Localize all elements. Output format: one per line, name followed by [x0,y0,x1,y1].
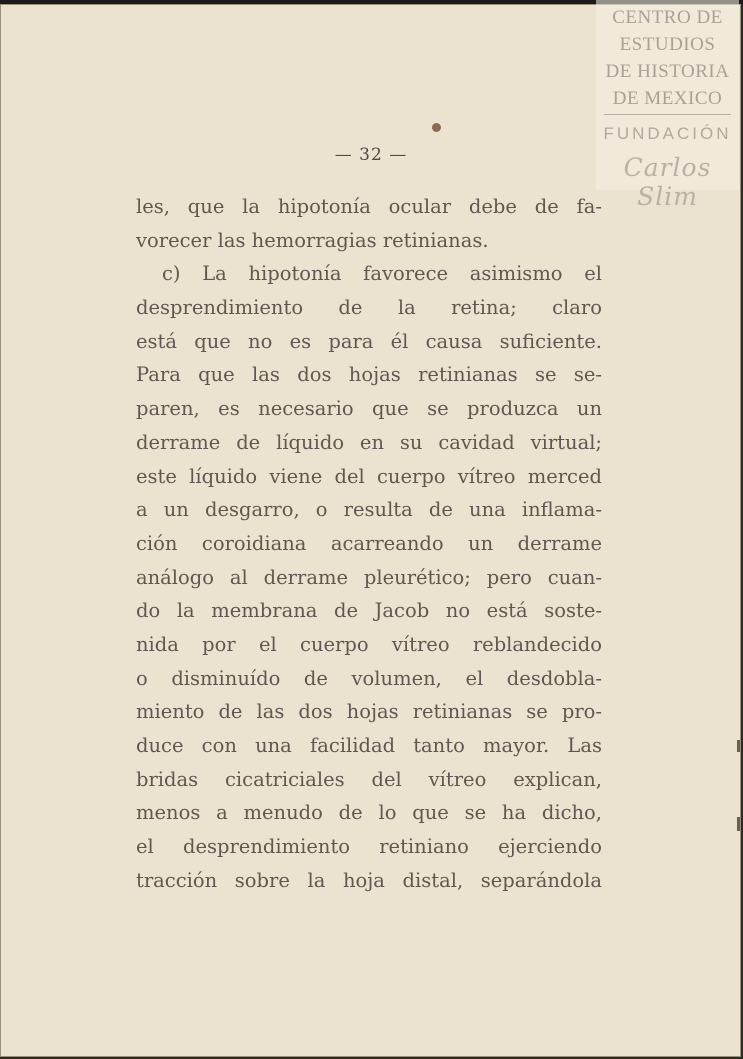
text-line: paren, es necesario que se produzca un [136,397,602,421]
text-line: menos a menudo de lo que se ha dicho, [136,801,602,825]
ink-spot [432,123,441,132]
text-line: tracción sobre la hoja distal, separándola [136,868,602,892]
body-text [136,190,602,897]
text-line: este líquido viene del cuerpo vítreo merced [136,464,602,488]
text-line: les, que la hipotonía ocular debe de fa- [136,195,602,218]
archive-watermark-stamp [596,0,739,211]
page-number: — 32 — [334,145,408,165]
stamp-divider [604,114,731,115]
text-line: vorecer las hemorragias retinianas. [136,228,489,252]
text-line: Para que las dos hojas retinianas se se- [136,363,602,387]
edge-mark [737,817,741,831]
text-line: do la membrana de Jacob no está soste- [136,599,602,623]
stamp-line: ESTUDIOS [619,34,716,55]
stamp-signature: Carlos Slim [623,153,712,211]
text-line: ción coroidiana acarreando un derrame [136,531,602,555]
text-line: el desprendimiento retiniano ejerciendo [136,835,602,859]
text-line: nida por el cuerpo vítreo reblandecido [136,632,602,656]
text-line: a un desgarro, o resulta de una inflama- [136,498,602,522]
text-line: análogo al derrame pleurético; pero cuan- [136,565,602,589]
text-line: c) La hipotonía favorece asimismo el [162,262,602,286]
stamp-line: CENTRO DE [612,7,723,28]
text-line: bridas cicatriciales del vítreo explican, [136,767,602,791]
text-line: derrame de líquido en su cavidad virtual; [136,430,602,454]
stamp-line: DE HISTORIA [605,61,730,82]
text-line: o disminuído de volumen, el desdobla- [136,666,602,690]
text-line: está que no es para él causa suficiente. [136,329,602,353]
stamp-foundation: FUNDACIÓN [603,124,732,143]
stamp-line: DE MEXICO [612,88,723,109]
edge-mark [737,740,741,752]
text-line: duce con una facilidad tanto mayor. Las [136,734,602,757]
text-line: desprendimiento de la retina; claro [136,296,602,320]
text-line: miento de las dos hojas retinianas se pro- [136,700,602,724]
